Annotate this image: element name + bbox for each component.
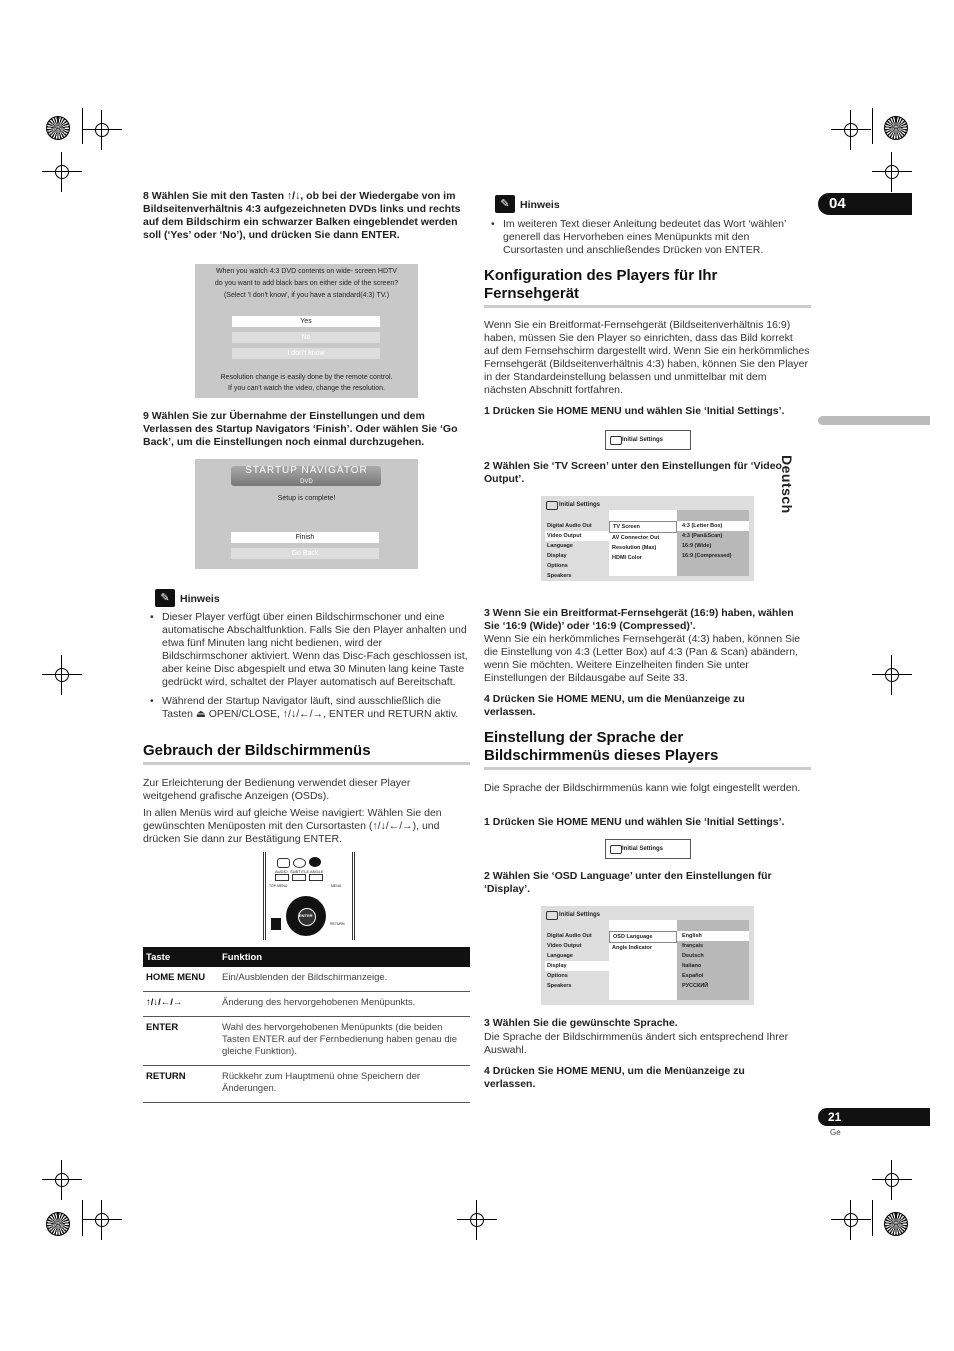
menu-value[interactable]: Español	[682, 973, 704, 979]
table-key: ↑/↓/←/→	[143, 992, 219, 1017]
remote-label-angle: ANGLE	[310, 869, 324, 874]
startup-navigator-screen	[195, 459, 418, 569]
menu-category[interactable]: Digital Audio Out	[547, 933, 592, 939]
registration-mark-icon	[82, 110, 122, 150]
heading-rule	[143, 762, 470, 765]
menu-values	[677, 510, 749, 576]
heading-rule	[484, 305, 811, 308]
table-row	[143, 1066, 470, 1103]
navigator-title: STARTUP NAVIGATOR	[245, 465, 368, 476]
table-row	[143, 967, 470, 992]
crop-mark	[872, 108, 873, 144]
chapter-number: 04	[829, 195, 846, 212]
menu-settings	[609, 920, 677, 1000]
screen-footer-1: Resolution change is easily done by the remote control.	[220, 374, 393, 381]
menu-category[interactable]: Speakers	[547, 983, 572, 989]
menu-category[interactable]: Language	[547, 543, 573, 549]
remote-small-button	[292, 874, 306, 881]
menu-title: Initial Settings	[559, 912, 601, 918]
registration-mark-icon	[872, 655, 912, 695]
heading-config: Konfiguration des Players für Ihr Fernsehgerät	[484, 267, 718, 302]
menu-setting[interactable]: HDMI Color	[612, 555, 642, 561]
registration-star-icon	[884, 116, 908, 140]
initial-settings-label: Initial Settings	[622, 846, 664, 852]
language-step-2: 2 Wählen Sie ‘OSD Language’ unter den Einstellungen für ‘Display’.	[484, 870, 772, 895]
option-dont-know[interactable]: I don't know	[232, 348, 380, 359]
menu-value[interactable]: Deutsch	[682, 953, 704, 959]
initial-settings-label: Initial Settings	[622, 437, 664, 443]
registration-star-icon	[46, 116, 70, 140]
heading-osd: Gebrauch der Bildschirmmenüs	[143, 742, 371, 759]
menu-setting[interactable]: TV Screen	[609, 521, 677, 533]
menu-setting[interactable]: Angle Indicator	[612, 945, 653, 951]
menu-value[interactable]: 4:3 (Pan&Scan)	[682, 533, 723, 539]
menu-category[interactable]: Options	[547, 563, 568, 569]
menu-setting[interactable]: Resolution (Max)	[612, 545, 657, 551]
table-key: ENTER	[143, 1017, 219, 1066]
remote-label-audio: AUDIO	[275, 869, 288, 874]
remote-small-button	[293, 858, 306, 868]
step-8: 8 Wählen Sie mit den Tasten ↑/↓, ob bei der Wiedergabe von im Bildseitenverhältnis 4:3 aufgezeichneten DVDs links und rechts auf dem Bildschirm ein schwarzer Balken eingeblendet werden soll (‘Yes’ oder ‘No’), und drücken Sie dann ENTER.	[143, 190, 461, 241]
menu-value[interactable]: français	[682, 943, 704, 949]
table-row	[143, 992, 470, 1017]
menu-value[interactable]: РУССКИЙ	[682, 983, 709, 989]
menu-category[interactable]: Display	[545, 961, 609, 971]
menu-category[interactable]: Options	[547, 973, 568, 979]
note-icon: ✎	[155, 589, 175, 607]
menu-settings	[609, 510, 677, 576]
language-step-4: 4 Drücken Sie HOME MENU, um die Menüanzeige zu verlassen.	[484, 1065, 745, 1090]
menu-category[interactable]: Digital Audio Out	[547, 523, 592, 529]
initial-settings-menu-video	[541, 496, 754, 581]
registration-mark-icon	[831, 110, 871, 150]
osd-para-2: In allen Menüs wird auf gleiche Weise navigiert: Wählen Sie den gewünschten Menüposten mit den Cursortasten (↑/↓/←/→), und drücken Sie dann zur Bestätigung ENTER.	[143, 807, 442, 845]
option-finish[interactable]: Finish	[231, 532, 379, 543]
heading-rule	[484, 767, 811, 770]
navigator-message: Setup is complete!	[277, 495, 336, 502]
crop-mark	[82, 1200, 83, 1236]
language-step-1: 1 Drücken Sie HOME MENU und wählen Sie ‘Initial Settings’.	[484, 816, 785, 828]
registration-mark-icon	[42, 152, 82, 192]
initial-settings-bar[interactable]	[605, 839, 691, 859]
remote-small-button	[271, 918, 281, 930]
option-no[interactable]: No	[232, 332, 380, 343]
registration-mark-icon	[42, 655, 82, 695]
menu-title: Initial Settings	[559, 502, 601, 508]
book-icon	[610, 436, 622, 445]
note-heading: Hinweis	[180, 593, 220, 605]
remote-small-button	[275, 874, 289, 881]
note-icon: ✎	[495, 195, 515, 213]
osd-para-1: Zur Erleichterung der Bedienung verwendet dieser Player weitgehend grafische Anzeigen (OSDs).	[143, 777, 411, 802]
language-tab-label: Deutsch	[779, 455, 795, 514]
book-icon	[610, 845, 622, 854]
registration-mark-icon	[872, 1160, 912, 1200]
column-header-key: Taste	[143, 947, 219, 967]
remote-control-illustration	[263, 852, 355, 940]
config-step-1: 1 Drücken Sie HOME MENU und wählen Sie ‘Initial Settings’.	[484, 405, 785, 417]
initial-settings-menu-display	[541, 906, 754, 1005]
remote-home-button	[309, 857, 321, 867]
language-step-3: 3 Wählen Sie die gewünschte Sprache.	[484, 1017, 678, 1029]
registration-star-icon	[884, 1212, 908, 1236]
option-yes[interactable]: Yes	[232, 316, 380, 327]
menu-category[interactable]: Speakers	[547, 573, 572, 579]
config-step-3: 3 Wenn Sie ein Breitformat-Fernsehgerät (16:9) haben, wählen Sie ‘16:9 (Wide)’ oder ‘16:9 (Compressed)’.	[484, 607, 794, 632]
step-9: 9 Wählen Sie zur Übernahme der Einstellungen und dem Verlassen des Startup Navigators ‘Finish’. Oder wählen Sie ‘Go Back’, um die Einstellungen noch einmal durchzugehen.	[143, 410, 458, 448]
column-header-function: Funktion	[219, 947, 470, 967]
screen-line-1: When you watch 4:3 DVD contents on wide- screen HDTV	[216, 268, 397, 275]
registration-mark-icon	[457, 1200, 497, 1240]
page-number: 21	[828, 1110, 842, 1124]
registration-mark-icon	[82, 1200, 122, 1240]
note-item: • Während der Startup Navigator läuft, sind ausschließlich die Tasten ⏏ OPEN/CLOSE, ↑/↓/←/→, ENTER und RETURN aktiv.	[150, 695, 468, 721]
menu-category[interactable]: Display	[547, 553, 567, 559]
language-para: Die Sprache der Bildschirmmenüs kann wie folgt eingestellt werden.	[484, 782, 801, 794]
heading-language: Einstellung der Sprache der Bildschirmmenüs dieses Players	[484, 729, 719, 764]
remote-enter-label: ENTER	[299, 913, 313, 918]
key-function-table	[143, 947, 470, 1103]
note-list	[150, 611, 468, 721]
menu-value[interactable]: 4:3 (Letter Box)	[677, 521, 749, 531]
initial-settings-bar[interactable]	[605, 430, 691, 450]
menu-setting[interactable]: OSD Language	[609, 931, 677, 943]
table-function: Ein/Ausblenden der Bildschirmanzeige.	[219, 967, 470, 992]
table-key: HOME MENU	[143, 967, 219, 992]
menu-category[interactable]: Video Output	[545, 531, 609, 541]
note-item: • Im weiteren Text dieser Anleitung bedeutet das Wort ‘wählen’ generell das Hervorheben eines Menüpunkts mit den Cursortasten und anschließendes Drücken von ENTER.	[491, 218, 811, 257]
config-para: Wenn Sie ein Breitformat-Fernsehgerät (Bildseitenverhältnis 16:9) haben, müssen Sie den Player so einrichten, dass das Bild korrekt auf dem Fernsehschirm dargestellt wird. Wenn Sie ein herkömmliches Fernsehgerät (Bildseitenverhältnis 4:3) haben, können Sie den Player in der Standardeinstellung belassen und unmittelbar mit dem nächsten Abschnitt fortfahren.	[484, 319, 810, 396]
registration-mark-icon	[831, 1200, 871, 1240]
screen-line-3: (Select 'I don't know', if you have a standard(4:3) TV.)	[223, 292, 390, 299]
remote-small-button	[277, 858, 290, 868]
menu-category[interactable]: Language	[547, 953, 573, 959]
remote-label-subtitle: SUBTITLE	[290, 869, 310, 874]
book-icon	[546, 911, 558, 920]
screen-line-2: do you want to add black bars on either side of the screen?	[214, 280, 399, 287]
menu-categories	[545, 521, 609, 581]
remote-small-button	[309, 874, 323, 881]
crop-mark	[872, 1200, 873, 1236]
table-row	[143, 1017, 470, 1066]
crop-mark	[82, 108, 83, 144]
note-list	[491, 218, 811, 257]
config-step-2: 2 Wählen Sie ‘TV Screen’ unter den Einstellungen für ‘Video Output’.	[484, 460, 782, 485]
dvd-aspect-screen	[195, 264, 418, 398]
menu-value[interactable]: Italiano	[682, 963, 702, 969]
menu-setting[interactable]: AV Connector Out	[612, 535, 660, 541]
menu-value[interactable]: English	[677, 931, 749, 941]
registration-mark-icon	[42, 1160, 82, 1200]
menu-value[interactable]: 16:9 (Wide)	[682, 543, 712, 549]
navigator-sub: DVD	[300, 479, 313, 485]
remote-label-top-menu: TOP MENU	[269, 884, 288, 888]
menu-value[interactable]: 16:9 (Compressed)	[682, 553, 732, 559]
registration-mark-icon	[872, 152, 912, 192]
table-key: RETURN	[143, 1066, 219, 1103]
registration-star-icon	[46, 1212, 70, 1236]
note-heading: Hinweis	[520, 199, 560, 211]
table-function: Änderung des hervorgehobenen Menüpunkts.	[219, 992, 470, 1017]
note-item: • Dieser Player verfügt über einen Bildschirmschoner und eine automatische Abschaltfunktion. Falls Sie den Player anhalten und etwa fünf Minuten lang nicht bedienen, wird der Bildschirmschoner aktiviert. Wenn das Disc-Fach geschlossen ist, aber keine Disc abgespielt und etwa 30 Minuten lang keine Taste gedrückt wird, schaltet der Player automatisch auf Bereitschaft.	[150, 611, 468, 689]
table-function: Rückkehr zum Hauptmenü ohne Speichern der Änderungen.	[219, 1066, 470, 1103]
language-tab-bar	[818, 416, 930, 425]
page-code: Ge	[830, 1128, 841, 1137]
option-go-back[interactable]: Go Back	[231, 548, 379, 559]
book-icon	[546, 501, 558, 510]
menu-categories	[545, 931, 609, 991]
config-step-3-body: Wenn Sie ein herkömmliches Fernsehgerät (4:3) haben, können Sie die Einstellung von 4:3 (Letter Box) auf 4:3 (Pan & Scan) abändern, wenn Sie möchten. Weitere Einzelheiten finden Sie unter Einstellungen der Bildausgabe auf Seite 33.	[484, 633, 801, 684]
screen-footer-2: If you can't watch the video, change the resolution.	[228, 385, 385, 392]
language-step-3-body: Die Sprache der Bildschirmmenüs ändert sich entsprechend Ihrer Auswahl.	[484, 1031, 789, 1056]
table-function: Wahl des hervorgehobenen Menüpunkts (die beiden Tasten ENTER auf der Fernbedienung haben genau die gleiche Funktion).	[219, 1017, 470, 1066]
remote-label-return: RETURN	[330, 922, 345, 926]
remote-label-menu: MENU	[331, 884, 342, 888]
config-step-4: 4 Drücken Sie HOME MENU, um die Menüanzeige zu verlassen.	[484, 693, 745, 718]
menu-values	[677, 920, 749, 1000]
menu-category[interactable]: Video Output	[547, 943, 582, 949]
